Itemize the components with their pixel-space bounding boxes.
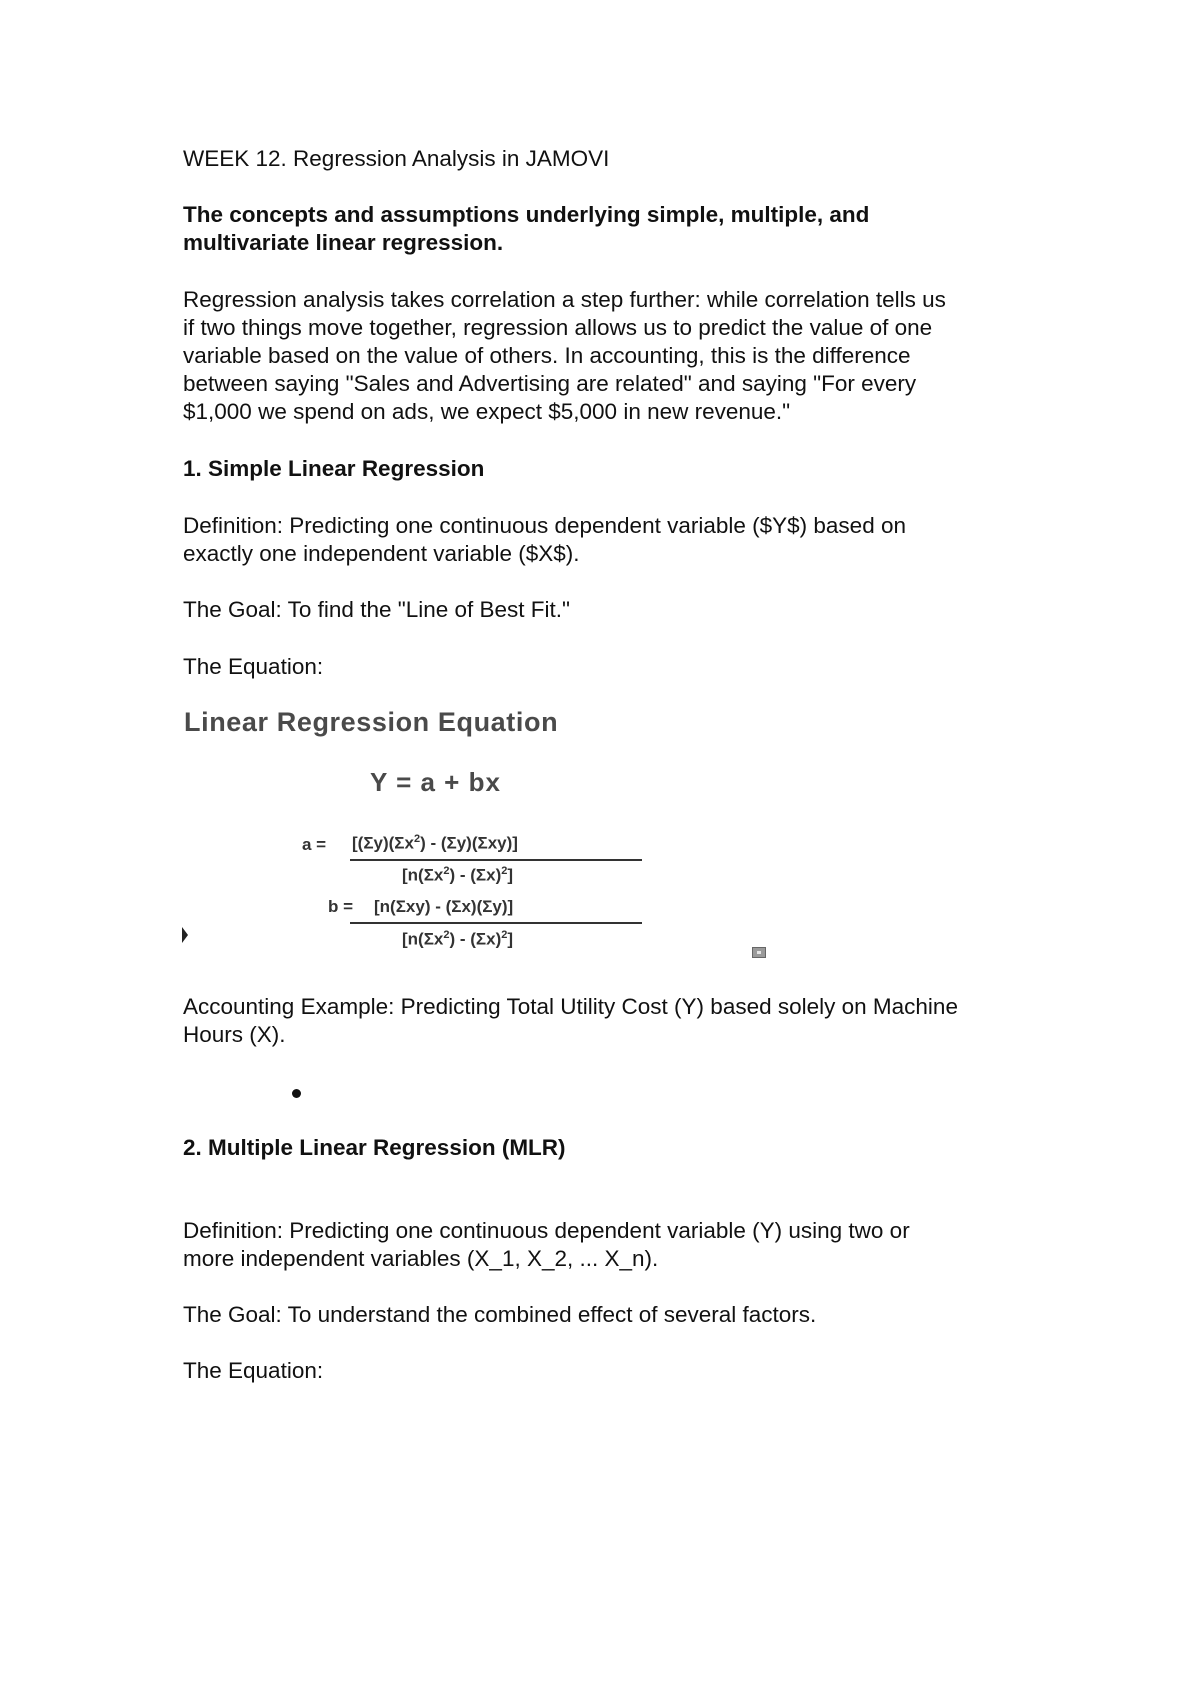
b-label: b = bbox=[328, 897, 354, 916]
subheading-line-2: multivariate linear regression. bbox=[183, 230, 504, 255]
document-heading: WEEK 12. Regression Analysis in JAMOVI bbox=[183, 146, 610, 171]
subheading-line-1: The concepts and assumptions underlying simple, multiple, and bbox=[183, 202, 870, 227]
b-denominator: $[n(\Sigma x^2) - (\Sigma x)^2]$ bbox=[402, 929, 514, 949]
section1-goal: The Goal: To find the "Line of Best Fit." bbox=[183, 597, 571, 622]
play-marker-icon bbox=[181, 926, 189, 944]
section2-definition-line-1: Definition: Predicting one continuous dependent variable (Y) using two or bbox=[183, 1218, 910, 1243]
intro-line-4: between saying "Sales and Advertising are related" and saying "For every bbox=[183, 371, 917, 396]
a-fraction-bar bbox=[350, 859, 642, 861]
b-fraction-bar bbox=[350, 922, 642, 924]
intro-line-2: if two things move together, regression allows us to predict the value of one bbox=[183, 315, 933, 340]
section1-example-line-1: Accounting Example: Predicting Total Utility Cost (Y) based solely on Machine bbox=[183, 994, 958, 1019]
image-placeholder-icon bbox=[752, 947, 766, 958]
intro-line-1: Regression analysis takes correlation a step further: while correlation tells us bbox=[183, 287, 946, 312]
intro-line-5: $1,000 we spend on ads, we expect $5,000 in new revenue." bbox=[183, 399, 791, 424]
section2-equation-label: The Equation: bbox=[183, 1358, 324, 1383]
section1-definition-line-2: exactly one independent variable ($X$). bbox=[183, 541, 580, 566]
section1-example-line-2: Hours (X). bbox=[183, 1022, 286, 1047]
section1-equation-label: The Equation: bbox=[183, 654, 324, 679]
a-numerator: $[(\Sigma y)(\Sigma x^2) - (\Sigma y)(\Sigma xy)]$ bbox=[352, 833, 518, 853]
section2-goal: The Goal: To understand the combined effect of several factors. bbox=[183, 1302, 817, 1327]
section2-title: 2. Multiple Linear Regression (MLR) bbox=[183, 1135, 566, 1160]
section2-definition-line-2: more independent variables (X_1, X_2, ... X_n). bbox=[183, 1246, 659, 1271]
figure-title: Linear Regression Equation bbox=[184, 707, 559, 737]
section1-title: 1. Simple Linear Regression bbox=[183, 456, 485, 481]
intro-line-3: variable based on the value of others. In accounting, this is the difference bbox=[183, 343, 911, 368]
section1-definition-line-1: Definition: Predicting one continuous dependent variable ($Y$) based on bbox=[183, 513, 906, 538]
a-denominator: $[n(\Sigma x^2) - (\Sigma x)^2]$ bbox=[402, 865, 514, 885]
bullet-point-icon bbox=[292, 1089, 301, 1098]
b-numerator: [n(Σxy) - (Σx)(Σy)] bbox=[374, 897, 514, 916]
linear-regression-equation-figure bbox=[180, 697, 780, 967]
main-equation: Y = a + bx bbox=[370, 767, 501, 797]
a-label: a = bbox=[302, 835, 327, 854]
